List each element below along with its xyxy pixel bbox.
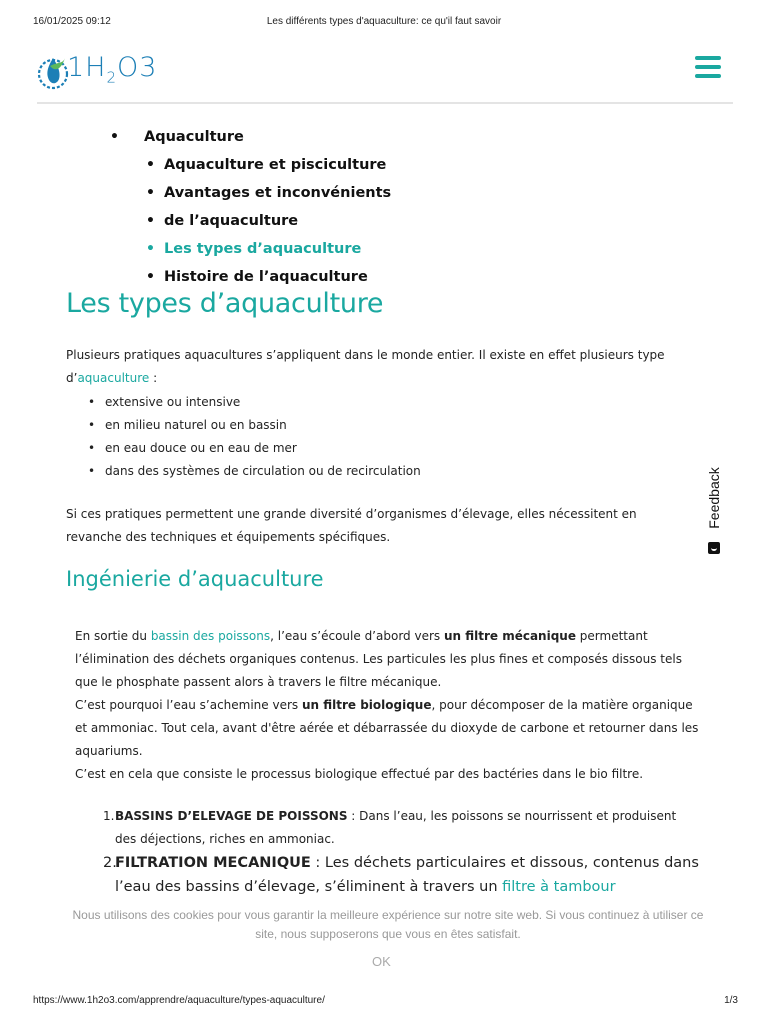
intro-paragraph: Plusieurs pratiques aquacultures s’appliquent dans le monde entier. Il existe en effet plusieurs type d’aquaculture : bbox=[66, 348, 665, 385]
print-datetime: 16/01/2025 09:12 bbox=[33, 16, 111, 27]
bassin-poissons-link[interactable]: bassin des poissons bbox=[150, 629, 271, 643]
feedback-tab[interactable] bbox=[703, 466, 725, 560]
page-title: Les types d’aquaculture bbox=[66, 288, 384, 319]
list-item: 2. FILTRATION MECANIQUE : Les déchets particulaires et dissous, contenus dans l’eau des bassins d’élevage, s’éliminent à travers un filtre à tambour bbox=[103, 855, 699, 895]
site-header bbox=[37, 44, 733, 104]
table-of-contents bbox=[126, 123, 406, 291]
print-url: https://www.1h2o3.com/apprendre/aquaculture/types-aquaculture/ bbox=[33, 995, 325, 1006]
toc-item-aquaculture[interactable]: • Aquaculture bbox=[126, 123, 406, 151]
list-item: • en milieu naturel ou en bassin bbox=[66, 414, 421, 437]
aquaculture-types-list bbox=[66, 391, 421, 483]
toc-item-histoire[interactable]: • Histoire de l’aquaculture bbox=[164, 263, 406, 291]
toc-item-types-aquaculture[interactable]: • Les types d’aquaculture bbox=[164, 235, 406, 263]
cookie-ok-button[interactable]: OK bbox=[372, 954, 391, 969]
section-title-ingenierie: Ingénierie d’aquaculture bbox=[66, 567, 324, 591]
logo-leaf-drop-icon bbox=[37, 52, 69, 94]
list-item: • dans des systèmes de circulation ou de recirculation bbox=[66, 460, 421, 483]
smiley-feedback-icon bbox=[708, 542, 720, 554]
list-item: 1. BASSINS D’ELEVAGE DE POISSONS : Dans l’eau, les poissons se nourrissent et produisent des déjections, riches en ammoniac. bbox=[103, 809, 677, 846]
print-header bbox=[0, 16, 768, 30]
aquaculture-link[interactable]: aquaculture bbox=[77, 371, 150, 385]
engineering-text: En sortie du bassin des poissons, l’eau s’écoule d’abord vers un filtre mécanique permettant l’élimination des déchets organiques contenus. Les particules les plus fines et composés dissous tels que le phosphate passent alors à travers le filtre mécanique. C’est pourquoi l’eau s’achemine vers un filtre biologique, pour décomposer de la matière organique et ammoniac. Tout cela, avant d'être aérée et débarrassée du dioxyde de carbone et retourner dans les aquariums. C’est en cela que consiste le processus biologique effectué par des bactéries dans le bio filtre. bbox=[75, 629, 699, 781]
site-logo[interactable] bbox=[37, 50, 167, 92]
list-item: • en eau douce ou en eau de mer bbox=[66, 437, 421, 460]
toc-item-aquaculture-pisciculture[interactable]: • Aquaculture et pisciculture bbox=[164, 151, 406, 179]
print-page-title: Les différents types d'aquaculture: ce qu'il faut savoir bbox=[266, 16, 502, 27]
toc-item-avantages-continued[interactable]: • de l’aquaculture bbox=[164, 207, 406, 235]
print-page-number: 1/3 bbox=[724, 995, 738, 1006]
toc-item-avantages[interactable]: • Avantages et inconvénients bbox=[164, 179, 406, 207]
filtre-tambour-link[interactable]: filtre à tambour bbox=[502, 879, 616, 895]
cookie-banner bbox=[0, 898, 768, 984]
logo-text: $1H_2O3$ bbox=[67, 52, 158, 87]
print-footer bbox=[0, 995, 768, 1009]
cookie-message: Nous utilisons des cookies pour vous garantir la meilleure expérience sur notre site web. Si vous continuez à utiliser ce site, nous supposerons que vous en êtes satisfait. bbox=[72, 908, 704, 941]
list-item: • extensive ou intensive bbox=[66, 391, 421, 414]
feedback-label: Feedback bbox=[706, 467, 722, 529]
hamburger-menu-icon[interactable] bbox=[695, 56, 721, 78]
techniques-paragraph: Si ces pratiques permettent une grande diversité d’organismes d’élevage, elles nécessitent en revanche des techniques et équipements spécifiques. bbox=[66, 507, 637, 544]
filtration-steps-list bbox=[75, 805, 700, 897]
